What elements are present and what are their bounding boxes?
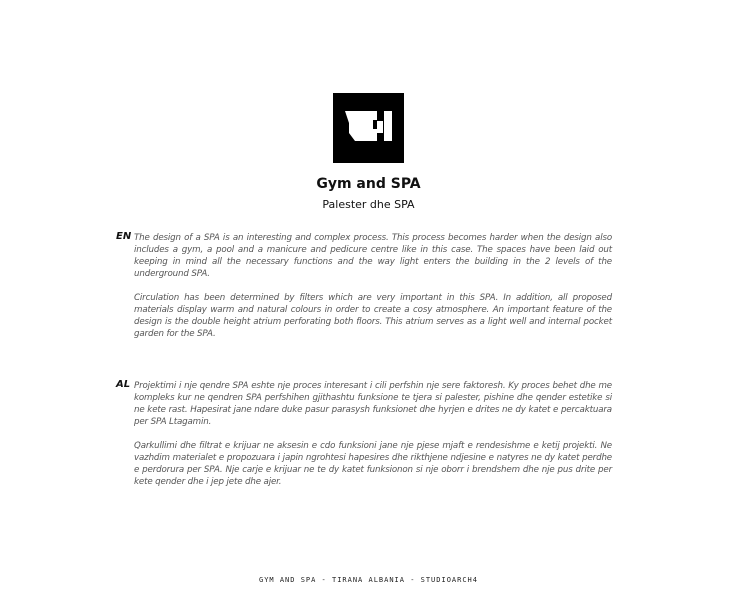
en-paragraph-1: The design of a SPA is an interesting and complex process. This process becomes harder when the design also includes a gym, a pool and a manicure and pedicure centre like in this case. The spaces have been laid out keeping in mind all the necessary functions and the way light enters the building in the 2 levels of the underground SPA. [134,233,612,279]
building-section-icon [333,93,404,163]
en-paragraph-2: Circulation has been determined by filters which are very important in this SPA. In addition, all proposed materials display warm and natural colours in order to create a cosy atmosphere. An important feature of the design is the double height atrium perforating both floors. This atrium serves as a light well and internal pocket garden for the SPA. [134,293,612,339]
page-title: Gym and SPA [316,176,421,192]
page-subtitle: Palester dhe SPA [322,198,415,211]
al-paragraph-1: Projektimi i nje qendre SPA eshte nje proces interesant i cili perfshin nje sere faktoresh. Ky proces behet dhe me kompleks kur ne qendren SPA perfshihen gjithashtu funksione te tjera si palester, pishine dhe qender estetike si ne kete rast. Hapesirat jane ndare duke pasur parasysh funksionet dhe hyrjen e drites ne dy katet e percaktuara per SPA Ltagamin. [134,381,612,427]
language-label-al: AL [116,379,131,390]
al-paragraph-2: Qarkullimi dhe filtrat e krijuar ne aksesin e cdo funksioni jane nje pjese mjaft e rendesishme e ketij projekti. Ne vazhdim materialet e propozuara i japin ngrohtesi hapesires dhe rikthjene ndjesine e natyres ne dy katet perdhe e perdorura per SPA. Nje carje e krijuar ne te dy katet funksionon si nje oborr i brendshem dhe nje pus drite per kete qender dhe i jep jete dhe ajer. [134,441,612,487]
logo [333,93,404,163]
footer-caption: GYM AND SPA - TIRANA ALBANIA - STUDIOARCH4 [258,576,478,584]
language-label-en: EN [116,231,132,242]
